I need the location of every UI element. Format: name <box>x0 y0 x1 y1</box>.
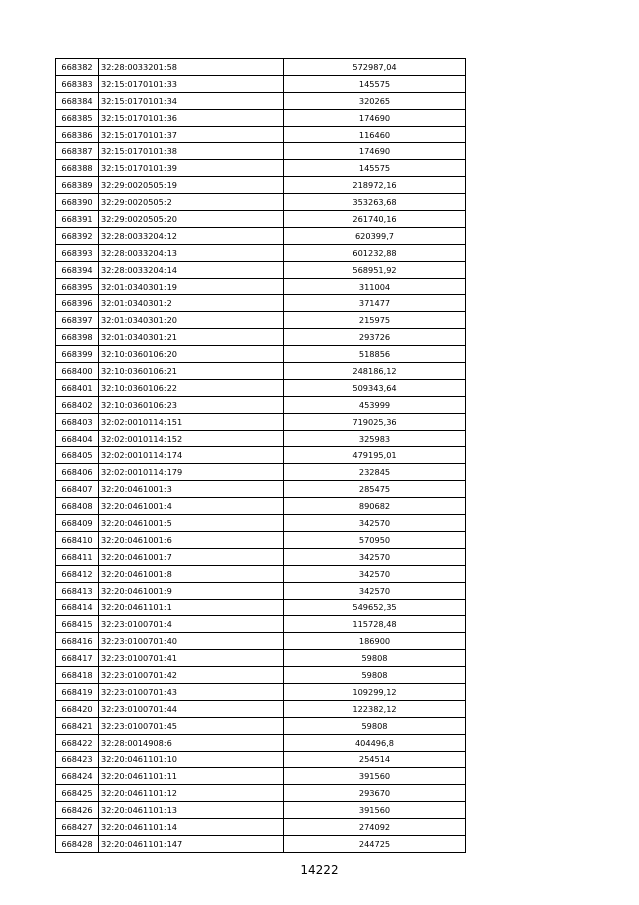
row-id-cell: 668383 <box>56 75 99 92</box>
cadastral-number-cell: 32:23:0100701:44 <box>99 700 284 717</box>
value-cell: 254514 <box>284 751 466 768</box>
table-row <box>56 413 466 430</box>
cadastral-number-cell: 32:20:0461001:4 <box>99 498 284 515</box>
cadastral-number-cell: 32:15:0170101:33 <box>99 75 284 92</box>
cadastral-number-cell: 32:20:0461001:5 <box>99 515 284 532</box>
table-row <box>56 768 466 785</box>
row-id-cell: 668423 <box>56 751 99 768</box>
row-id-cell: 668418 <box>56 667 99 684</box>
row-id-cell: 668417 <box>56 650 99 667</box>
value-cell: 342570 <box>284 565 466 582</box>
table-row <box>56 59 466 76</box>
cadastral-number-cell: 32:28:0014908:6 <box>99 734 284 751</box>
table-row <box>56 346 466 363</box>
table-row <box>56 498 466 515</box>
row-id-cell: 668397 <box>56 312 99 329</box>
row-id-cell: 668388 <box>56 160 99 177</box>
row-id-cell: 668413 <box>56 582 99 599</box>
table-row <box>56 227 466 244</box>
cadastral-number-cell: 32:10:0360106:23 <box>99 396 284 413</box>
cadastral-number-cell: 32:23:0100701:40 <box>99 633 284 650</box>
value-cell: 391560 <box>284 802 466 819</box>
row-id-cell: 668398 <box>56 329 99 346</box>
value-cell: 325983 <box>284 430 466 447</box>
table-row <box>56 396 466 413</box>
row-id-cell: 668425 <box>56 785 99 802</box>
cadastral-number-cell: 32:29:0020505:2 <box>99 194 284 211</box>
value-cell: 320265 <box>284 92 466 109</box>
row-id-cell: 668401 <box>56 379 99 396</box>
value-cell: 244725 <box>284 835 466 852</box>
value-cell: 145575 <box>284 75 466 92</box>
cadastral-number-cell: 32:10:0360106:21 <box>99 363 284 380</box>
row-id-cell: 668408 <box>56 498 99 515</box>
table-row <box>56 531 466 548</box>
cadastral-number-cell: 32:15:0170101:37 <box>99 126 284 143</box>
value-cell: 122382,12 <box>284 700 466 717</box>
cadastral-number-cell: 32:20:0461101:11 <box>99 768 284 785</box>
value-cell: 174690 <box>284 109 466 126</box>
row-id-cell: 668404 <box>56 430 99 447</box>
cadastral-number-cell: 32:20:0461001:7 <box>99 548 284 565</box>
value-cell: 174690 <box>284 143 466 160</box>
value-cell: 342570 <box>284 548 466 565</box>
value-cell: 248186,12 <box>284 363 466 380</box>
cadastral-number-cell: 32:23:0100701:41 <box>99 650 284 667</box>
value-cell: 620399,7 <box>284 227 466 244</box>
table-row <box>56 75 466 92</box>
row-id-cell: 668402 <box>56 396 99 413</box>
row-id-cell: 668426 <box>56 802 99 819</box>
cadastral-number-cell: 32:01:0340301:19 <box>99 278 284 295</box>
cadastral-number-cell: 32:28:0033204:12 <box>99 227 284 244</box>
value-cell: 509343,64 <box>284 379 466 396</box>
cadastral-number-cell: 32:28:0033201:58 <box>99 59 284 76</box>
row-id-cell: 668389 <box>56 177 99 194</box>
table-row <box>56 683 466 700</box>
table-row <box>56 734 466 751</box>
cadastral-number-cell: 32:23:0100701:4 <box>99 616 284 633</box>
row-id-cell: 668407 <box>56 481 99 498</box>
cadastral-number-cell: 32:01:0340301:20 <box>99 312 284 329</box>
row-id-cell: 668390 <box>56 194 99 211</box>
row-id-cell: 668394 <box>56 261 99 278</box>
page-number: 14222 <box>300 863 339 877</box>
table-row <box>56 565 466 582</box>
row-id-cell: 668382 <box>56 59 99 76</box>
cadastral-number-cell: 32:23:0100701:45 <box>99 717 284 734</box>
row-id-cell: 668422 <box>56 734 99 751</box>
table-row <box>56 261 466 278</box>
cadastral-number-cell: 32:10:0360106:20 <box>99 346 284 363</box>
row-id-cell: 668427 <box>56 819 99 836</box>
table-row <box>56 430 466 447</box>
value-cell: 109299,12 <box>284 683 466 700</box>
row-id-cell: 668400 <box>56 363 99 380</box>
cadastral-number-cell: 32:15:0170101:38 <box>99 143 284 160</box>
value-cell: 391560 <box>284 768 466 785</box>
row-id-cell: 668412 <box>56 565 99 582</box>
table-row <box>56 802 466 819</box>
cadastral-number-cell: 32:20:0461101:14 <box>99 819 284 836</box>
value-cell: 342570 <box>284 582 466 599</box>
table-row <box>56 599 466 616</box>
cadastral-number-cell: 32:23:0100701:42 <box>99 667 284 684</box>
value-cell: 59808 <box>284 667 466 684</box>
value-cell: 115728,48 <box>284 616 466 633</box>
cadastral-number-cell: 32:20:0461001:9 <box>99 582 284 599</box>
table-row <box>56 582 466 599</box>
value-cell: 549652,35 <box>284 599 466 616</box>
cadastral-number-cell: 32:20:0461101:10 <box>99 751 284 768</box>
row-id-cell: 668410 <box>56 531 99 548</box>
value-cell: 568951,92 <box>284 261 466 278</box>
cadastral-number-cell: 32:23:0100701:43 <box>99 683 284 700</box>
table-row <box>56 211 466 228</box>
row-id-cell: 668385 <box>56 109 99 126</box>
row-id-cell: 668399 <box>56 346 99 363</box>
cadastral-number-cell: 32:29:0020505:19 <box>99 177 284 194</box>
value-cell: 145575 <box>284 160 466 177</box>
row-id-cell: 668403 <box>56 413 99 430</box>
cadastral-number-cell: 32:10:0360106:22 <box>99 379 284 396</box>
cadastral-number-cell: 32:02:0010114:179 <box>99 464 284 481</box>
row-id-cell: 668415 <box>56 616 99 633</box>
row-id-cell: 668392 <box>56 227 99 244</box>
value-cell: 218972,16 <box>284 177 466 194</box>
cadastral-number-cell: 32:20:0461101:13 <box>99 802 284 819</box>
value-cell: 479195,01 <box>284 447 466 464</box>
value-cell: 186900 <box>284 633 466 650</box>
value-cell: 59808 <box>284 717 466 734</box>
value-cell: 342570 <box>284 515 466 532</box>
value-cell: 311004 <box>284 278 466 295</box>
value-cell: 601232,88 <box>284 244 466 261</box>
cadastral-number-cell: 32:02:0010114:151 <box>99 413 284 430</box>
cadastral-number-cell: 32:02:0010114:174 <box>99 447 284 464</box>
table-row <box>56 143 466 160</box>
row-id-cell: 668405 <box>56 447 99 464</box>
cadastral-number-cell: 32:20:0461001:6 <box>99 531 284 548</box>
row-id-cell: 668386 <box>56 126 99 143</box>
table-row <box>56 616 466 633</box>
table-row <box>56 717 466 734</box>
value-cell: 719025,36 <box>284 413 466 430</box>
row-id-cell: 668387 <box>56 143 99 160</box>
cadastral-number-cell: 32:28:0033204:13 <box>99 244 284 261</box>
table-row <box>56 194 466 211</box>
cadastral-number-cell: 32:15:0170101:34 <box>99 92 284 109</box>
row-id-cell: 668393 <box>56 244 99 261</box>
table-row <box>56 633 466 650</box>
row-id-cell: 668396 <box>56 295 99 312</box>
row-id-cell: 668395 <box>56 278 99 295</box>
cadastral-number-cell: 32:15:0170101:36 <box>99 109 284 126</box>
row-id-cell: 668421 <box>56 717 99 734</box>
row-id-cell: 668424 <box>56 768 99 785</box>
table-row <box>56 92 466 109</box>
row-id-cell: 668416 <box>56 633 99 650</box>
table-row <box>56 177 466 194</box>
value-cell: 572987,04 <box>284 59 466 76</box>
value-cell: 232845 <box>284 464 466 481</box>
value-cell: 293670 <box>284 785 466 802</box>
table-row <box>56 160 466 177</box>
registry-table-body <box>56 59 466 853</box>
table-row <box>56 667 466 684</box>
value-cell: 215975 <box>284 312 466 329</box>
table-row <box>56 244 466 261</box>
cadastral-number-cell: 32:02:0010114:152 <box>99 430 284 447</box>
row-id-cell: 668409 <box>56 515 99 532</box>
table-row <box>56 295 466 312</box>
value-cell: 116460 <box>284 126 466 143</box>
cadastral-number-cell: 32:01:0340301:2 <box>99 295 284 312</box>
cadastral-number-cell: 32:20:0461001:8 <box>99 565 284 582</box>
table-row <box>56 126 466 143</box>
table-row <box>56 751 466 768</box>
table-row <box>56 379 466 396</box>
table-row <box>56 447 466 464</box>
cadastral-number-cell: 32:29:0020505:20 <box>99 211 284 228</box>
table-row <box>56 700 466 717</box>
cadastral-number-cell: 32:01:0340301:21 <box>99 329 284 346</box>
value-cell: 404496,8 <box>284 734 466 751</box>
value-cell: 518856 <box>284 346 466 363</box>
row-id-cell: 668384 <box>56 92 99 109</box>
value-cell: 371477 <box>284 295 466 312</box>
value-cell: 59808 <box>284 650 466 667</box>
table-row <box>56 515 466 532</box>
table-row <box>56 363 466 380</box>
cadastral-number-cell: 32:20:0461101:147 <box>99 835 284 852</box>
table-row <box>56 785 466 802</box>
table-row <box>56 548 466 565</box>
cadastral-number-cell: 32:20:0461101:12 <box>99 785 284 802</box>
registry-table <box>55 58 466 853</box>
row-id-cell: 668428 <box>56 835 99 852</box>
value-cell: 570950 <box>284 531 466 548</box>
row-id-cell: 668419 <box>56 683 99 700</box>
table-row <box>56 312 466 329</box>
row-id-cell: 668414 <box>56 599 99 616</box>
value-cell: 261740,16 <box>284 211 466 228</box>
cadastral-number-cell: 32:20:0461001:3 <box>99 481 284 498</box>
cadastral-number-cell: 32:20:0461101:1 <box>99 599 284 616</box>
table-row <box>56 109 466 126</box>
row-id-cell: 668406 <box>56 464 99 481</box>
value-cell: 274092 <box>284 819 466 836</box>
value-cell: 353263,68 <box>284 194 466 211</box>
table-row <box>56 819 466 836</box>
row-id-cell: 668420 <box>56 700 99 717</box>
table-row <box>56 835 466 852</box>
row-id-cell: 668411 <box>56 548 99 565</box>
table-row <box>56 278 466 295</box>
cadastral-number-cell: 32:15:0170101:39 <box>99 160 284 177</box>
table-row <box>56 329 466 346</box>
cadastral-number-cell: 32:28:0033204:14 <box>99 261 284 278</box>
table-row <box>56 464 466 481</box>
table-row <box>56 650 466 667</box>
value-cell: 285475 <box>284 481 466 498</box>
value-cell: 453999 <box>284 396 466 413</box>
row-id-cell: 668391 <box>56 211 99 228</box>
value-cell: 890682 <box>284 498 466 515</box>
value-cell: 293726 <box>284 329 466 346</box>
table-row <box>56 481 466 498</box>
